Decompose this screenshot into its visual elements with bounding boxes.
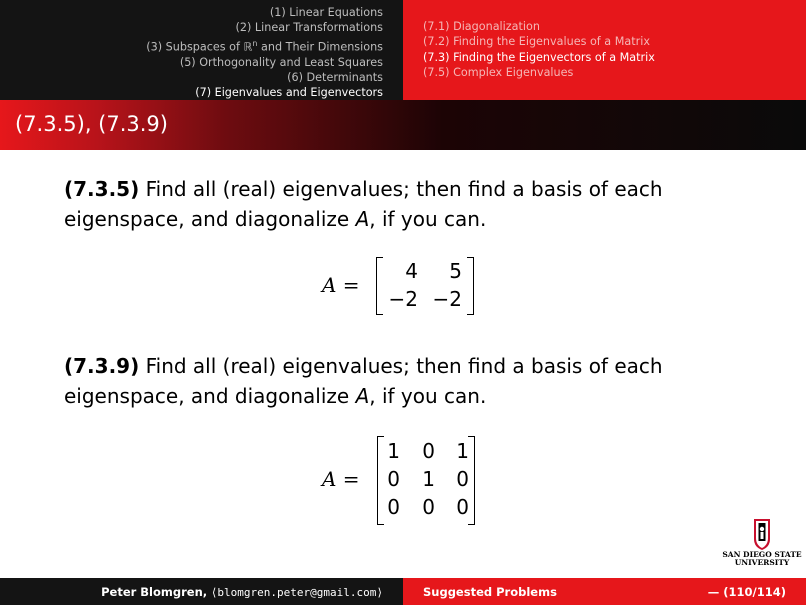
problem-label: (7.3.5) (64, 177, 140, 201)
nav-subsection-7-1[interactable]: (7.1) Diagonalization (423, 20, 540, 33)
sdsu-logo (722, 517, 802, 572)
matrix-cell: 1 (422, 467, 435, 491)
matrix-cell: 0 (456, 495, 469, 519)
nav-section-3[interactable] (146, 36, 383, 55)
sdsu-wordmark-line2: UNIVERSITY (734, 558, 790, 567)
slide-title: (7.3.5), (7.3.9) (15, 112, 168, 136)
right-bracket (467, 257, 474, 315)
matrix-cell: 4 (405, 259, 418, 283)
matrix-lhs: A = (322, 467, 360, 491)
footer-section[interactable]: Suggested Problems (423, 585, 557, 599)
subsection-nav (403, 0, 806, 100)
nav-section-5[interactable]: (5) Orthogonality and Least Squares (179, 55, 383, 69)
nav-section-7-current[interactable]: (7) Eigenvalues and Eigenvectors (195, 86, 383, 100)
matrix-cell: 1 (387, 439, 400, 463)
matrix-cell: −2 (388, 287, 418, 311)
problem-text: Find all (real) eigenvalues; then find a basis of each eigenspace, and diagonalize (64, 354, 663, 408)
footer-author (101, 585, 383, 599)
matrix-cell: 0 (456, 467, 469, 491)
nav-section-3-tail: and Their Dimensions (257, 40, 383, 54)
matrix-cell: 0 (387, 467, 400, 491)
author-name: Peter Blomgren, (101, 585, 208, 599)
nav-section-3-sup: n (252, 38, 258, 48)
nav-subsection-7-5[interactable]: (7.5) Complex Eigenvalues (423, 65, 574, 79)
matrix-cell: 0 (387, 495, 400, 519)
problem-var: A (355, 207, 370, 231)
problem-var: A (355, 384, 370, 408)
nav-subsection-7-2[interactable]: (7.2) Finding the Eigenvalues of a Matrix (423, 35, 650, 49)
sdsu-wordmark (722, 551, 802, 567)
matrix-cell: 0 (422, 439, 435, 463)
footer-left (0, 578, 403, 605)
left-bracket (377, 436, 384, 525)
problem-7-3-9 (64, 351, 754, 411)
right-bracket (468, 436, 475, 525)
slide-title-bar (0, 100, 806, 150)
header (0, 0, 806, 100)
matrix-cell: −2 (432, 287, 462, 311)
matrix-lhs: A = (322, 273, 360, 297)
problem-tail: , if you can. (369, 384, 487, 408)
problem-text: Find all (real) eigenvalues; then find a basis of each eigenspace, and diagonalize (64, 177, 663, 231)
section-nav (0, 0, 403, 100)
footer-right (403, 578, 806, 605)
footer (0, 578, 806, 605)
matrix-cell: 1 (456, 439, 469, 463)
nav-section-3-label: (3) Subspaces of ℝ (146, 40, 253, 54)
sdsu-wordmark-line1: SAN DIEGO STATE (722, 550, 802, 559)
matrix-cell: 0 (422, 495, 435, 519)
nav-section-2[interactable]: (2) Linear Transformations (235, 21, 383, 35)
footer-page-number: — (110/114) (707, 585, 786, 599)
author-email[interactable]: ⟨blomgren.peter@gmail.com⟩ (210, 586, 383, 599)
nav-subsection-7-3-current[interactable]: (7.3) Finding the Eigenvectors of a Matrix (423, 50, 655, 64)
nav-section-6[interactable]: (6) Determinants (287, 70, 383, 84)
nav-section-1[interactable]: (1) Linear Equations (269, 6, 383, 19)
problem-label: (7.3.9) (64, 354, 140, 378)
sdsu-shield-icon (722, 517, 802, 551)
matrix-cell: 5 (449, 259, 462, 283)
problem-tail: , if you can. (369, 207, 487, 231)
problem-7-3-5 (64, 174, 754, 234)
